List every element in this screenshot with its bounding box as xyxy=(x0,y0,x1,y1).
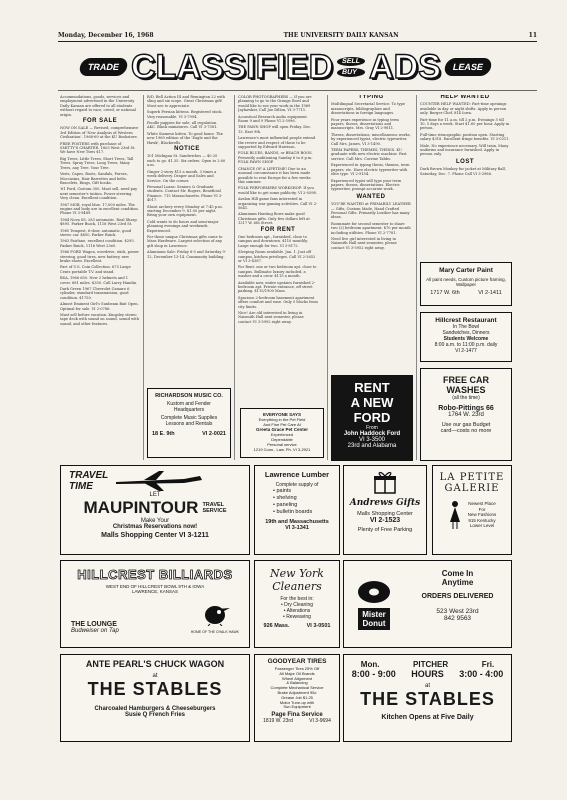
listing: FOLK BLUES, BANDS, or BEACH BOOS. Presently auditioning Sunday 6 to 6 p.m. FOLK PAWN SHOP. xyxy=(238,151,313,165)
classified-banner xyxy=(80,47,490,87)
listing: Theses, dissertations, miscellaneous works, by experienced typist, electric typewriter. Call Mrs. James, VI 3-1490. xyxy=(331,132,411,146)
listing: Dark Brown Monkey fur jacket at Military Ball, Saturday, Dec. 7. Phone Call VI 3-2986. xyxy=(420,167,506,176)
listing: Cold wants to do hours and semi-major planning evenings and weekends. Experienced. xyxy=(147,219,219,233)
ad-phone: VI 3-9694 xyxy=(309,718,331,725)
column-rule xyxy=(143,95,144,460)
ad-mister-donut xyxy=(343,560,512,648)
ad-phone: VI 2-1411 xyxy=(478,290,502,296)
listing: 101 Michigan St. Sandwiches — $0.35 each to go. $1.35. Six orders. Open to 2:00 a.m. xyxy=(147,154,226,168)
listing: NOW ON SALE — Revised, comprehensive 3rd Edition of 'New Analysis of Western Civilization'. 1968-69 at the KU Bookstore. xyxy=(60,126,139,140)
fashion-figure-icon xyxy=(448,500,462,530)
ad-line: Experienced xyxy=(270,432,294,437)
ad-pet-center xyxy=(240,408,324,458)
ad-line: Sandwiches, Dinners xyxy=(442,330,490,336)
ad-line: Passenger Tires 25% Off xyxy=(274,666,320,671)
listing: For those unique Christmas gifts come to Mass Hardware. Largest selection of any gift shop in Lawrence. xyxy=(147,234,223,248)
listing: FOLK PERFORMERS WORKSHOP: If you would like to get some publicity. VI 2-0598. xyxy=(238,186,317,195)
section-for-rent: FOR RENT xyxy=(260,226,296,233)
column-rule xyxy=(327,95,328,460)
listing: Multilingual Secretarial Service. To type manuscripts, bibliographies and dissertations in foreign languages. xyxy=(331,102,405,116)
gift-box-icon xyxy=(372,470,398,494)
ad-line: All Major Oil Brands xyxy=(279,670,315,676)
ad-line: Come In xyxy=(441,569,474,578)
ad-line: Anytime xyxy=(441,578,474,587)
listing: COUNTER HELP WANTED: Part-time openings available in day or night shifts. Apply in person only. Burger Chef, 814 Iowa. xyxy=(420,102,507,116)
ad-name: Lawrence Lumber xyxy=(264,470,330,479)
ad-line: LET xyxy=(149,492,161,498)
ad-name: Andrews Gifts xyxy=(349,498,421,508)
banner-ads: ADS xyxy=(369,48,441,86)
listing: Part-time for 11 a.m. till 2 p.m. Evenings 5 till 10, 5 days a week. Start $1.60 per hour. Apply in person. xyxy=(420,117,510,131)
listing: B/D, Bell Action III and Remington 22 with sling and six scope. Great Christmas gift! Must see to appreciate. xyxy=(147,95,225,108)
ad-line: Malls Shopping Center xyxy=(357,511,413,517)
ad-line: Susie Q French Fries xyxy=(124,712,186,718)
ad-address: 23rd and Alabama xyxy=(347,443,397,449)
ad-line: TRAVEL xyxy=(69,470,109,481)
ad-name: LA PETITE xyxy=(439,472,505,483)
listing: White Siamese kitten. To good home. The new 1969 edition of the 'Eagle and the Hawk', Blackwells. xyxy=(147,131,223,145)
listing: Dark Green 1967 Chevrolet Camaro 6 cylinder, standard transmission, good condition. $1750. xyxy=(60,287,130,300)
column-misc xyxy=(238,95,318,355)
banner-sell: SELL xyxy=(336,57,366,66)
donut-icon xyxy=(356,579,392,605)
ad-line: A NEW xyxy=(350,395,394,410)
listing: Male, No experience necessary. Will train. Many uniforms and insurance furnished. Apply in person only. xyxy=(420,143,509,157)
ad-andrews-gifts xyxy=(343,465,427,555)
ad-pitcher-hours xyxy=(343,654,512,742)
ad-line: For the best in: xyxy=(280,596,314,602)
section-lost: LOST xyxy=(456,158,474,165)
listing: THE PAWN SHOP will open Friday. Dec. 13. East 9th. xyxy=(238,125,312,134)
listing: Experienced in typing thesis, themes, term papers, etc. Have electric typewriter with elite type. VI 2-9154. xyxy=(331,163,410,177)
ad-line: Newest Place xyxy=(468,501,496,507)
ad-phone: VI 2-0021 xyxy=(202,431,226,437)
listing: Four years experience in typing term papers, theses, dissertations and manuscripts. Mrs. Gray VI 2-9811. xyxy=(331,117,399,131)
ad-line: Motor Tune-up with xyxy=(279,699,315,705)
ad-free-car-washes xyxy=(420,368,512,461)
ad-heading: PITCHER xyxy=(413,660,449,669)
ad-line: Christmas Reservations now! xyxy=(112,524,198,530)
listing: Ginger 2-story $13 a month. 3 times a week delivery. Draper and Sales and Service. On the corner. xyxy=(147,169,217,183)
listing: Must sell before vacation. Kingsley stereo tape deck with sound on sound, sound with sound, and other features. xyxy=(60,313,140,326)
ad-line: Sun Equipment xyxy=(283,704,311,710)
ad-goodyear-tires xyxy=(254,654,340,742)
ad-phone: VI 2-1477 xyxy=(455,348,477,354)
listing: CHANCE OF A LIFETIME! Due to an unusual circumstance it has been made possible to rent Europe for a few weeks this summer. xyxy=(238,166,311,184)
ad-line: THE STABLES xyxy=(87,679,223,699)
ad-line: WASHES xyxy=(446,385,486,395)
ad-address: WEST END OF HILLCREST BOWL 9TH & IOWA xyxy=(105,584,205,589)
ad-line: Wheel Alignment xyxy=(281,675,312,681)
ad-bullet-item: • Reweaving xyxy=(283,614,311,620)
ad-name: MAUPINTOUR xyxy=(83,498,199,517)
ad-name: John Haddock Ford xyxy=(343,431,401,437)
paper-name: THE UNIVERSITY DAILY KANSAN xyxy=(283,32,399,39)
listing: Shoot archery every Monday at 7:45 p.m. starting December 9. $1.00 per night. Bring your own equipment. xyxy=(147,204,223,218)
listing: Almost Eminent Girl's Sunbeam Bait Open. Optimal for sale. VI 2-0786. xyxy=(60,302,139,311)
ad-richardson-music xyxy=(147,388,231,458)
ad-line: at xyxy=(152,673,158,679)
column-rule xyxy=(234,95,235,460)
ad-phone: 842 9563 xyxy=(443,615,472,622)
listing: Experienced typist will type your term papers, theses, dissertations. Electric typewriter, prompt accurate work. xyxy=(331,178,402,192)
listing: COLOR PHOTOGRAPHERS — If you are planning to go to the Orange Bowl and would like to see your work in the 1969 Jayhawker, Call Joe Dillon, VI 3-7711. xyxy=(238,95,312,113)
ad-name: HILLCREST BILLIARDS xyxy=(77,567,233,582)
section-notice: NOTICE xyxy=(174,146,200,153)
banner-lease: LEASE xyxy=(443,58,493,76)
ad-maupintour xyxy=(60,465,250,555)
ad-line: Complete Music Supplies xyxy=(160,415,218,421)
listing: Superb Persian kittens. Registered stock. Very reasonable. VI 3-7994. xyxy=(147,110,223,119)
ad-phone: VI 3-1341 xyxy=(285,525,309,531)
ad-line: Kitchen Opens at Five Daily xyxy=(381,714,474,721)
listing: Aluminum Sale: Friday 8-5 and Saturday 9-12, December 13-14. Community building. xyxy=(147,250,227,259)
listing: Poodle puppies for sale; all regulation. AKC. Black miniatures. Call VI 3-7581. xyxy=(147,121,218,130)
listing: Acoustical Research audio equipment. Room 9 and 9 Phone VI 2-5996. xyxy=(238,114,308,124)
column-for-sale xyxy=(60,95,140,460)
banner-classified: CLASSIFIED xyxy=(131,48,334,86)
ad-line: Complete Mechanical Service xyxy=(270,685,324,691)
ad-address: 18 E. 9th xyxy=(152,431,175,437)
ad-line: TRAVEL xyxy=(202,502,225,508)
ad-day-label: Fri. xyxy=(481,660,495,669)
listing: Avalon Hill game fans interested in organizing war gaming activities. Call VI 2-5641. xyxy=(238,197,318,210)
ad-bullet-item: • paints xyxy=(273,488,292,494)
banner-rule xyxy=(58,90,537,91)
ad-name: New York xyxy=(270,567,324,580)
ad-line: All paint needs, Custom picture framing, Wallpaper xyxy=(426,277,506,287)
column-rule xyxy=(416,95,417,460)
ad-line: Dependable xyxy=(271,437,293,442)
column-help-wanted xyxy=(420,95,510,235)
ad-bullet-item: • bulletin boards xyxy=(273,509,313,515)
ad-line: Everything in the Pet Field xyxy=(258,417,306,422)
ad-line: And Fine Pet Care At xyxy=(263,422,301,427)
ad-city: LAWRENCE, KANSAS xyxy=(131,589,179,594)
intro-notice: Accommodations, goods, services and employment advertised in the University Daily Kansan are offered to all students without regard to race, creed, or national origin. xyxy=(60,95,136,117)
ad-line: Budweiser on Tap xyxy=(71,628,119,634)
ad-hours: 3:00 - 4:00 xyxy=(459,669,504,679)
listing: Full-time stenographic position open. Starting salary $318. Excellent fringe benefits. VI 3-0211. xyxy=(420,132,510,142)
section-wanted: WANTED xyxy=(356,193,386,200)
ad-line: Headquarters xyxy=(173,407,205,413)
ad-bullet-item: • Alterations xyxy=(283,608,311,614)
ad-bullet-item: • Dry Cleaning xyxy=(280,602,314,608)
listing: Lawrence's most influential people extend the revere and respect of those to be supported by Edward Harrison. xyxy=(238,136,316,150)
section-help-wanted: HELP WANTED xyxy=(440,95,490,100)
ad-name: Cleaners xyxy=(272,580,322,593)
listing: FREE POSTERS with purchase of SMITTY'S CHARTER. 1803 West 23rd St. We have New Tires $17. xyxy=(60,141,136,155)
ad-line: RENT xyxy=(354,380,390,395)
ad-name: Mary Carter Paint xyxy=(439,267,493,274)
listing: Nice! Are old interested in living in Naismith Hall next semester, please contact VI 3-5992 right away. xyxy=(238,311,304,324)
ad-line: TIME xyxy=(69,481,93,492)
ad-line: SERVICE xyxy=(202,508,227,514)
listing: For Rent: one or two bedroom apt. close to campus. Bullmatic luxury included, a washer and a crow. $115 a month. xyxy=(238,265,317,279)
ad-name: Robo-Pittings 66 xyxy=(438,405,494,412)
ad-chuck-wagon xyxy=(60,654,250,742)
ad-line: Kustom and Fender xyxy=(167,401,211,407)
ad-line: Lessons and Rentals xyxy=(165,421,213,427)
ad-line: Malls Shopping Center VI 3-1211 xyxy=(101,532,209,539)
listing: 1966 FORD Wagon, overdrive, stick, power steering, good tires, new battery, new brake shoes. Excellent. xyxy=(60,250,139,263)
ad-line: Make Your xyxy=(140,518,170,524)
ad-line: card—costs no more xyxy=(440,428,492,434)
ad-hillcrest-restaurant xyxy=(420,312,512,362)
ad-line: 915 Kentucky xyxy=(468,517,496,523)
ad-address: 926 Mass. xyxy=(263,623,290,629)
ad-line: Lower Level xyxy=(469,523,495,529)
listing: Available now, entire upstairs furnished 2-bedroom apt. Private entrance, off street parking. $115/1900 Mass. xyxy=(238,280,316,294)
ad-phone: VI 3-0501 xyxy=(306,623,331,629)
ad-line: THE STABLES xyxy=(360,689,495,709)
ad-hillcrest-billiards xyxy=(60,560,250,648)
ad-hours: 8:00 - 9:00 xyxy=(351,669,396,679)
listing: Sleeping Room available. Jan. 1. Just off campus, kitchen privileges. Call VI 2-2652 or VI 3-4387. xyxy=(238,250,316,263)
ad-line: For xyxy=(478,506,486,512)
ad-address: 523 West 23rd xyxy=(436,608,479,615)
ad-line: New Fashions xyxy=(467,512,497,518)
ad-line: Charcoaled Hamburgers & Cheeseburgers xyxy=(94,706,216,712)
ad-name: GALERIE xyxy=(444,483,500,494)
ad-line: From xyxy=(366,425,378,431)
jayhawk-icon xyxy=(198,600,232,626)
ad-bullet-item: • paneling xyxy=(273,502,298,508)
listing: Personal Loans: Seniors & Graduate students. Contact Mr. Rogers, Beneficial Finance. 715 Massachusetts. Phone VI 3-4017. xyxy=(147,184,223,203)
ad-line: Use our gas Budget xyxy=(441,422,491,428)
ad-name: Donut xyxy=(362,618,386,628)
ad-name: RICHARDSON MUSIC CO. xyxy=(155,393,223,399)
page-number: 11 xyxy=(528,32,537,39)
listing: Spacious 2-bedroom basement apartment offers comfort and ease. Only 5 blocks from city limits. xyxy=(238,295,318,309)
ad-address: 1219 Conn., Law. Ph. VI 3-2921 xyxy=(253,447,311,452)
ad-lawrence-lumber xyxy=(254,465,340,555)
ad-name: Hillcrest Restaurant xyxy=(435,317,497,324)
ad-address: 19th and Massachusetts xyxy=(265,519,329,525)
listing: BSA, 1966 650. New 2 helmets and 1 cover. 681 miles. $350. Call Larry Hamlin. xyxy=(60,276,138,285)
airplane-icon xyxy=(114,470,204,492)
ad-line: Brake Adjustment 95c xyxy=(277,689,317,695)
ad-name: Page Fina Service xyxy=(271,712,323,719)
listing: TERM PAPERS, THEMES, THESIS. KU graduate with new electric machine. Fast service. Call Mrs. Corrine Tabbs. xyxy=(331,148,407,161)
ad-line: (all the time) xyxy=(452,395,480,401)
issue-date: Monday, December 16, 1968 xyxy=(58,32,154,39)
banner-buy: BUY xyxy=(336,68,366,77)
ad-line: & Balancing xyxy=(286,680,308,686)
ad-phone: VI 2-1523 xyxy=(369,517,401,524)
listing: 1965 Tempest, 6-door, automatic, good stereo car. $850. Parker Buick. xyxy=(60,228,132,237)
ad-line: Plenty of Free Parking xyxy=(357,527,413,533)
ad-mary-carter-paint xyxy=(420,262,512,306)
listing: Aluminum Hunting Bows make good Christmas gifts. Only few dollars left at 1217 W. 6th Street. xyxy=(238,212,310,226)
ad-rent-a-ford xyxy=(331,375,413,461)
listing: 1963 Fairlane, excellent condition. $295. Parker Buick, 1116 West 23rd. xyxy=(60,239,135,248)
listing: Roommate for second semester to share two (2) bedroom apartment. $70 per month including utilities. Phone VI 2-7781. xyxy=(331,221,411,235)
ad-line: THE LOUNGE xyxy=(71,621,117,628)
ad-line: Students Welcome xyxy=(443,336,489,342)
listing: Vests, Capes, Boots, Sandals, Purses, Moccasins, Hair Barrettes and belts. Bracelets, Rings, Gift books. xyxy=(60,172,128,185)
ad-address: 1819 W. 23rd xyxy=(263,718,293,725)
ad-line: FREE CAR xyxy=(442,375,489,385)
ad-line: HOME OF THE CHALK HAWK xyxy=(190,630,239,634)
running-head xyxy=(58,32,537,42)
ad-title: EVERYONE SAYS xyxy=(263,412,301,417)
ad-name: Mister xyxy=(362,609,386,619)
ad-day-label: Mon. xyxy=(360,660,380,669)
listing: Part of U.S. Coin Collection. 675 Large Cents portable T.V. and stand. xyxy=(60,265,131,274)
section-typing: TYPING xyxy=(358,95,384,100)
ad-name: ANTE PEARL'S CHUCK WAGON xyxy=(85,659,225,669)
listing: YOU'RE WANTED at PRIMARILY LEATHER — Gifts, Custom Made, Hand Crafted Personal Gifts. Primarily Leather has many ideas. xyxy=(331,202,411,220)
section-for-sale: FOR SALE xyxy=(82,118,118,125)
ad-la-petite-galerie xyxy=(432,465,512,555)
listing: 1967 MGB, royal blue. 17,000 miles. The engine and body are in excellent condition. Phone VI 3-9489. xyxy=(60,202,139,216)
ad-phone: VI 3-3500 xyxy=(358,437,386,443)
ad-heading: HOURS xyxy=(411,669,444,679)
ad-name: GOODYEAR TIRES xyxy=(267,658,327,665)
ad-line: at xyxy=(424,683,430,689)
ad-line: Personal service xyxy=(267,442,297,447)
listing: 1964 Nova SS, 283 automatic. Real Sharp. $895. Parker Buick, 1116 West 23rd St. xyxy=(60,217,138,227)
ad-new-york-cleaners xyxy=(254,560,340,648)
column-notice xyxy=(147,95,227,385)
ad-address: 1764 W. 23rd xyxy=(448,412,484,418)
banner-trade: TRADE xyxy=(78,58,129,76)
ad-line: In The Bowl xyxy=(452,324,480,330)
ad-line: FORD xyxy=(353,410,391,425)
listing: '61 Ford, Custom 300. Must sell, need pay next semester's tuition. Power steering. Very clean. Excellent condition. xyxy=(60,187,138,201)
ad-hours: 8:00 a.m. to 11:00 p.m. daily xyxy=(434,342,498,348)
ad-name: Greeta Grace Pet Center xyxy=(255,427,309,432)
listing: Big Trees, Little Trees, Short Trees, Tall Trees. Spray Trees, Long Trees, Many Trees, any Tree. Your Tree. xyxy=(60,156,134,170)
listing: One bedroom apt., furnished, close to campus and downtown. $110 monthly. Large enough for two. VI 3-8172. xyxy=(238,234,308,248)
ad-bullet-item: • shelving xyxy=(273,495,297,501)
ad-line: Complete supply of xyxy=(275,482,319,488)
ad-address: 1717 W. 6th xyxy=(430,290,460,296)
listing: Need live girl interested in living in Naismith Hall next semester, please contact VI 3-5952 right away. xyxy=(331,236,397,250)
ad-line: Grease Job $1.25 xyxy=(281,694,313,700)
ad-line: ORDERS DELIVERED xyxy=(421,593,494,600)
